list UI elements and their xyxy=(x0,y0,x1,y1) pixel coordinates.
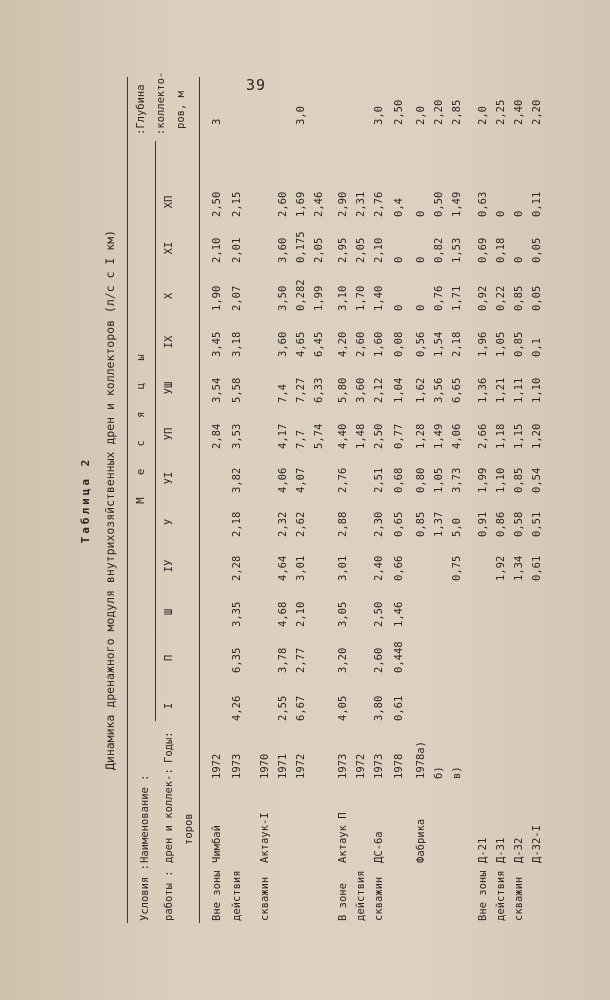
cell-value: 0,18 xyxy=(495,237,507,263)
cell-condition: скважин xyxy=(259,876,271,921)
cell-value: 0,68 xyxy=(393,467,405,493)
cell-value: 1,99 xyxy=(313,285,325,311)
header-depth-3: ров, м xyxy=(175,91,187,129)
table-row xyxy=(337,65,353,935)
cell-value: 3,60 xyxy=(277,331,289,357)
cell-value: 1,11 xyxy=(513,377,525,403)
cell-value: 2,76 xyxy=(337,467,349,493)
cell-value: 2,40 xyxy=(373,555,385,581)
cell-condition: Вне зоны xyxy=(211,870,223,921)
month-header: УШ xyxy=(163,381,175,395)
cell-depth: 2,85 xyxy=(451,99,463,125)
cell-value: 1,49 xyxy=(451,191,463,217)
header-conditions-1: Условия : xyxy=(139,864,151,921)
cell-value: 2,28 xyxy=(231,555,243,581)
cell-value: 3,50 xyxy=(277,285,289,311)
month-header: ХП xyxy=(163,195,175,209)
cell-value: 1,10 xyxy=(495,467,507,493)
cell-value: 0,08 xyxy=(393,331,405,357)
cell-value: 2,60 xyxy=(277,191,289,217)
table-row xyxy=(433,65,449,935)
table-row xyxy=(355,65,371,935)
cell-value: 0,63 xyxy=(477,191,489,217)
cell-value: 0,56 xyxy=(415,331,427,357)
cell-value: 1,99 xyxy=(477,467,489,493)
cell-value: 6,67 xyxy=(295,695,307,721)
cell-value: 0,75 xyxy=(451,555,463,581)
cell-value: 4,20 xyxy=(337,331,349,357)
cell-value: 0,66 xyxy=(393,555,405,581)
cell-value: 0,77 xyxy=(393,423,405,449)
cell-condition: скважин xyxy=(513,876,525,921)
cell-value: 1,54 xyxy=(433,331,445,357)
cell-value: 6,65 xyxy=(451,377,463,403)
cell-value: 2,10 xyxy=(211,237,223,263)
cell-value: 0,11 xyxy=(531,191,543,217)
cell-year: 1972 xyxy=(211,753,223,779)
cell-value: 3,35 xyxy=(231,601,243,627)
cell-value: 0,85 xyxy=(513,331,525,357)
cell-value: 2,07 xyxy=(231,285,243,311)
cell-value: 3,18 xyxy=(231,331,243,357)
cell-value: 3,78 xyxy=(277,647,289,673)
header-year: Годы: xyxy=(163,731,175,763)
cell-value: 5,58 xyxy=(231,377,243,403)
cell-value: 4,40 xyxy=(337,423,349,449)
month-header: У xyxy=(163,518,175,526)
cell-value: 2,84 xyxy=(211,423,223,449)
cell-value: 3,56 xyxy=(433,377,445,403)
cell-value: 1,69 xyxy=(295,191,307,217)
cell-value: 3,60 xyxy=(277,237,289,263)
month-header: IУ xyxy=(163,559,175,573)
header-name-1: Наименование : xyxy=(139,774,151,863)
month-header: УП xyxy=(163,427,175,441)
cell-value: 0,54 xyxy=(531,467,543,493)
cell-value: 1,18 xyxy=(495,423,507,449)
cell-value: 2,55 xyxy=(277,695,289,721)
cell-year: 1973 xyxy=(231,753,243,779)
cell-value: 3,53 xyxy=(231,423,243,449)
cell-depth: 2,20 xyxy=(531,99,543,125)
cell-year: 1978а) xyxy=(415,741,427,779)
cell-value: 4,64 xyxy=(277,555,289,581)
cell-value: 1,49 xyxy=(433,423,445,449)
cell-name: Фабрика xyxy=(415,818,427,863)
cell-value: 2,10 xyxy=(295,601,307,627)
cell-value: 6,33 xyxy=(313,377,325,403)
cell-value: 7,7 xyxy=(295,430,307,449)
cell-value: 0,175 xyxy=(295,231,307,263)
cell-value: 2,46 xyxy=(313,191,325,217)
cell-value: 1,20 xyxy=(531,423,543,449)
cell-value: 1,60 xyxy=(373,331,385,357)
cell-value: 2,05 xyxy=(355,237,367,263)
cell-value: 0,05 xyxy=(531,285,543,311)
rotated-table-sheet xyxy=(75,65,605,935)
header-name-2: дрен и коллек-: xyxy=(163,768,175,863)
cell-value: 6,45 xyxy=(313,331,325,357)
cell-value: 2,30 xyxy=(373,511,385,537)
cell-value: 0,58 xyxy=(513,511,525,537)
cell-value: 2,01 xyxy=(231,237,243,263)
cell-name: Д-21 xyxy=(477,837,489,863)
cell-value: 4,68 xyxy=(277,601,289,627)
cell-depth: 2,20 xyxy=(433,99,445,125)
cell-value: 7,27 xyxy=(295,377,307,403)
cell-depth: 3 xyxy=(211,118,223,125)
cell-value: 4,05 xyxy=(337,695,349,721)
cell-name: Д-32-I xyxy=(531,825,543,863)
month-header: П xyxy=(163,654,175,662)
cell-value: 4,07 xyxy=(295,467,307,493)
table-row xyxy=(531,65,547,935)
header-bottom-rule xyxy=(199,77,200,923)
cell-value: 0,61 xyxy=(393,695,405,721)
cell-value: 1,90 xyxy=(211,285,223,311)
cell-value: 3,80 xyxy=(373,695,385,721)
cell-value: 3,05 xyxy=(337,601,349,627)
cell-value: 2,62 xyxy=(295,511,307,537)
cell-name: Чимбай xyxy=(211,825,223,863)
month-header: IХ xyxy=(163,335,175,349)
header-depth-1: :Глубина xyxy=(135,84,147,135)
cell-value: 0 xyxy=(393,256,405,263)
table-top-rule xyxy=(127,77,128,923)
table-row xyxy=(373,65,389,935)
cell-value: 6,35 xyxy=(231,647,243,673)
cell-value: 2,18 xyxy=(231,511,243,537)
cell-value: 1,40 xyxy=(373,285,385,311)
page-number: 39 xyxy=(246,76,267,94)
cell-value: 4,06 xyxy=(451,423,463,449)
cell-depth: 3,0 xyxy=(295,106,307,125)
cell-value: 1,70 xyxy=(355,285,367,311)
cell-value: 2,32 xyxy=(277,511,289,537)
cell-value: 0,22 xyxy=(495,285,507,311)
cell-value: 2,66 xyxy=(477,423,489,449)
cell-year: б) xyxy=(433,766,445,779)
cell-value: 0,282 xyxy=(295,279,307,311)
cell-year: 1978 xyxy=(393,753,405,779)
cell-value: 0 xyxy=(495,210,507,217)
cell-depth: 2,50 xyxy=(393,99,405,125)
header-months-title: М е с я ц ы xyxy=(135,346,147,504)
cell-value: 0,61 xyxy=(531,555,543,581)
cell-depth: 2,0 xyxy=(415,106,427,125)
month-header: I xyxy=(163,702,175,710)
cell-value: 4,17 xyxy=(277,423,289,449)
cell-value: 3,54 xyxy=(211,377,223,403)
cell-value: 2,15 xyxy=(231,191,243,217)
cell-value: 1,28 xyxy=(415,423,427,449)
cell-value: 0 xyxy=(415,256,427,263)
cell-value: 2,12 xyxy=(373,377,385,403)
table-row xyxy=(415,65,431,935)
cell-value: 4,26 xyxy=(231,695,243,721)
cell-value: 0 xyxy=(393,304,405,311)
cell-value: 1,05 xyxy=(495,331,507,357)
months-rule xyxy=(155,141,156,721)
cell-value: 1,96 xyxy=(477,331,489,357)
cell-condition: В зоне xyxy=(337,883,349,921)
cell-value: 1,46 xyxy=(393,601,405,627)
cell-value: 3,73 xyxy=(451,467,463,493)
cell-value: 3,10 xyxy=(337,285,349,311)
cell-value: 0,69 xyxy=(477,237,489,263)
cell-depth: 2,0 xyxy=(477,106,489,125)
table-row xyxy=(393,65,409,935)
cell-year: 1972 xyxy=(355,753,367,779)
cell-value: 2,60 xyxy=(373,647,385,673)
cell-value: 0,82 xyxy=(433,237,445,263)
cell-value: 0,85 xyxy=(415,511,427,537)
cell-value: 5,80 xyxy=(337,377,349,403)
cell-value: 3,60 xyxy=(355,377,367,403)
cell-value: 0,85 xyxy=(513,467,525,493)
table-row xyxy=(477,65,493,935)
cell-value: 0,92 xyxy=(477,285,489,311)
table-label: Таблица 2 xyxy=(79,456,92,544)
cell-value: 0 xyxy=(513,256,525,263)
cell-value: 1,71 xyxy=(451,285,463,311)
cell-year: 1971 xyxy=(277,753,289,779)
table-row xyxy=(277,65,293,935)
cell-year: 1972 xyxy=(295,753,307,779)
cell-depth: 2,25 xyxy=(495,99,507,125)
month-header: Х xyxy=(163,292,175,300)
month-header: ХI xyxy=(163,241,175,255)
cell-value: 1,10 xyxy=(531,377,543,403)
cell-value: 5,74 xyxy=(313,423,325,449)
table-row xyxy=(451,65,467,935)
cell-value: 1,62 xyxy=(415,377,427,403)
cell-condition: действия xyxy=(495,870,507,921)
cell-year: 1973 xyxy=(373,753,385,779)
cell-condition: скважин xyxy=(373,876,385,921)
cell-value: 2,88 xyxy=(337,511,349,537)
cell-value: 2,50 xyxy=(373,601,385,627)
table-row xyxy=(313,65,329,935)
cell-value: 0,91 xyxy=(477,511,489,537)
cell-value: 0 xyxy=(513,210,525,217)
cell-value: 0 xyxy=(415,210,427,217)
cell-value: 2,76 xyxy=(373,191,385,217)
cell-value: 0,1 xyxy=(531,338,543,357)
cell-condition: действия xyxy=(231,870,243,921)
table-row xyxy=(259,65,275,935)
cell-value: 4,06 xyxy=(277,467,289,493)
table-caption: Динамика дренажного модуля внутрихозяйственных дрен и коллекторов (л/с с I км) xyxy=(103,229,117,771)
cell-name: Д-31 xyxy=(495,837,507,863)
cell-value: 2,05 xyxy=(313,237,325,263)
cell-value: 3,01 xyxy=(337,555,349,581)
cell-value: 1,92 xyxy=(495,555,507,581)
cell-value: 2,90 xyxy=(337,191,349,217)
cell-value: 5,0 xyxy=(451,518,463,537)
cell-name: Д-32 xyxy=(513,837,525,863)
cell-value: 0 xyxy=(415,304,427,311)
cell-value: 2,60 xyxy=(355,331,367,357)
header-conditions-2: работы : xyxy=(163,870,175,921)
cell-value: 0,50 xyxy=(433,191,445,217)
month-header: Ш xyxy=(163,608,175,616)
cell-value: 0,85 xyxy=(513,285,525,311)
cell-name: Актаук-I xyxy=(259,812,271,863)
table-row xyxy=(211,65,227,935)
cell-value: 1,36 xyxy=(477,377,489,403)
cell-value: 1,15 xyxy=(513,423,525,449)
cell-value: 1,21 xyxy=(495,377,507,403)
cell-value: 0,51 xyxy=(531,511,543,537)
cell-value: 1,37 xyxy=(433,511,445,537)
cell-value: 0,4 xyxy=(393,198,405,217)
cell-value: 2,95 xyxy=(337,237,349,263)
header-name-3: торов xyxy=(183,813,195,845)
cell-value: 3,20 xyxy=(337,647,349,673)
cell-value: 2,31 xyxy=(355,191,367,217)
cell-value: 2,51 xyxy=(373,467,385,493)
table-row xyxy=(513,65,529,935)
cell-value: 0,80 xyxy=(415,467,427,493)
cell-value: 1,04 xyxy=(393,377,405,403)
cell-value: 2,50 xyxy=(373,423,385,449)
cell-value: 0,65 xyxy=(393,511,405,537)
cell-value: 2,10 xyxy=(373,237,385,263)
cell-value: 7,4 xyxy=(277,384,289,403)
cell-value: 3,82 xyxy=(231,467,243,493)
cell-value: 1,05 xyxy=(433,467,445,493)
cell-value: 0,05 xyxy=(531,237,543,263)
cell-value: 2,50 xyxy=(211,191,223,217)
cell-value: 3,01 xyxy=(295,555,307,581)
month-header: УI xyxy=(163,471,175,485)
cell-depth: 3,0 xyxy=(373,106,385,125)
cell-value: 1,34 xyxy=(513,555,525,581)
header-depth-2: :коллекто- xyxy=(155,71,167,135)
cell-value: 0,448 xyxy=(393,641,405,673)
cell-value: 0,86 xyxy=(495,511,507,537)
cell-value: 3,45 xyxy=(211,331,223,357)
cell-value: 2,18 xyxy=(451,331,463,357)
table-row xyxy=(495,65,511,935)
cell-depth: 2,40 xyxy=(513,99,525,125)
cell-name: Актаук П xyxy=(337,812,349,863)
cell-year: 1973 xyxy=(337,753,349,779)
cell-value: 1,48 xyxy=(355,423,367,449)
cell-value: 1,53 xyxy=(451,237,463,263)
cell-name: ДС-6а xyxy=(373,831,385,863)
cell-year: 1970 xyxy=(259,753,271,779)
table-row xyxy=(295,65,311,935)
cell-condition: Вне зоны xyxy=(477,870,489,921)
cell-value: 2,77 xyxy=(295,647,307,673)
cell-value: 0,76 xyxy=(433,285,445,311)
cell-value: 4,65 xyxy=(295,331,307,357)
table-row xyxy=(231,65,247,935)
cell-condition: действия xyxy=(355,870,367,921)
cell-year: в) xyxy=(451,766,463,779)
